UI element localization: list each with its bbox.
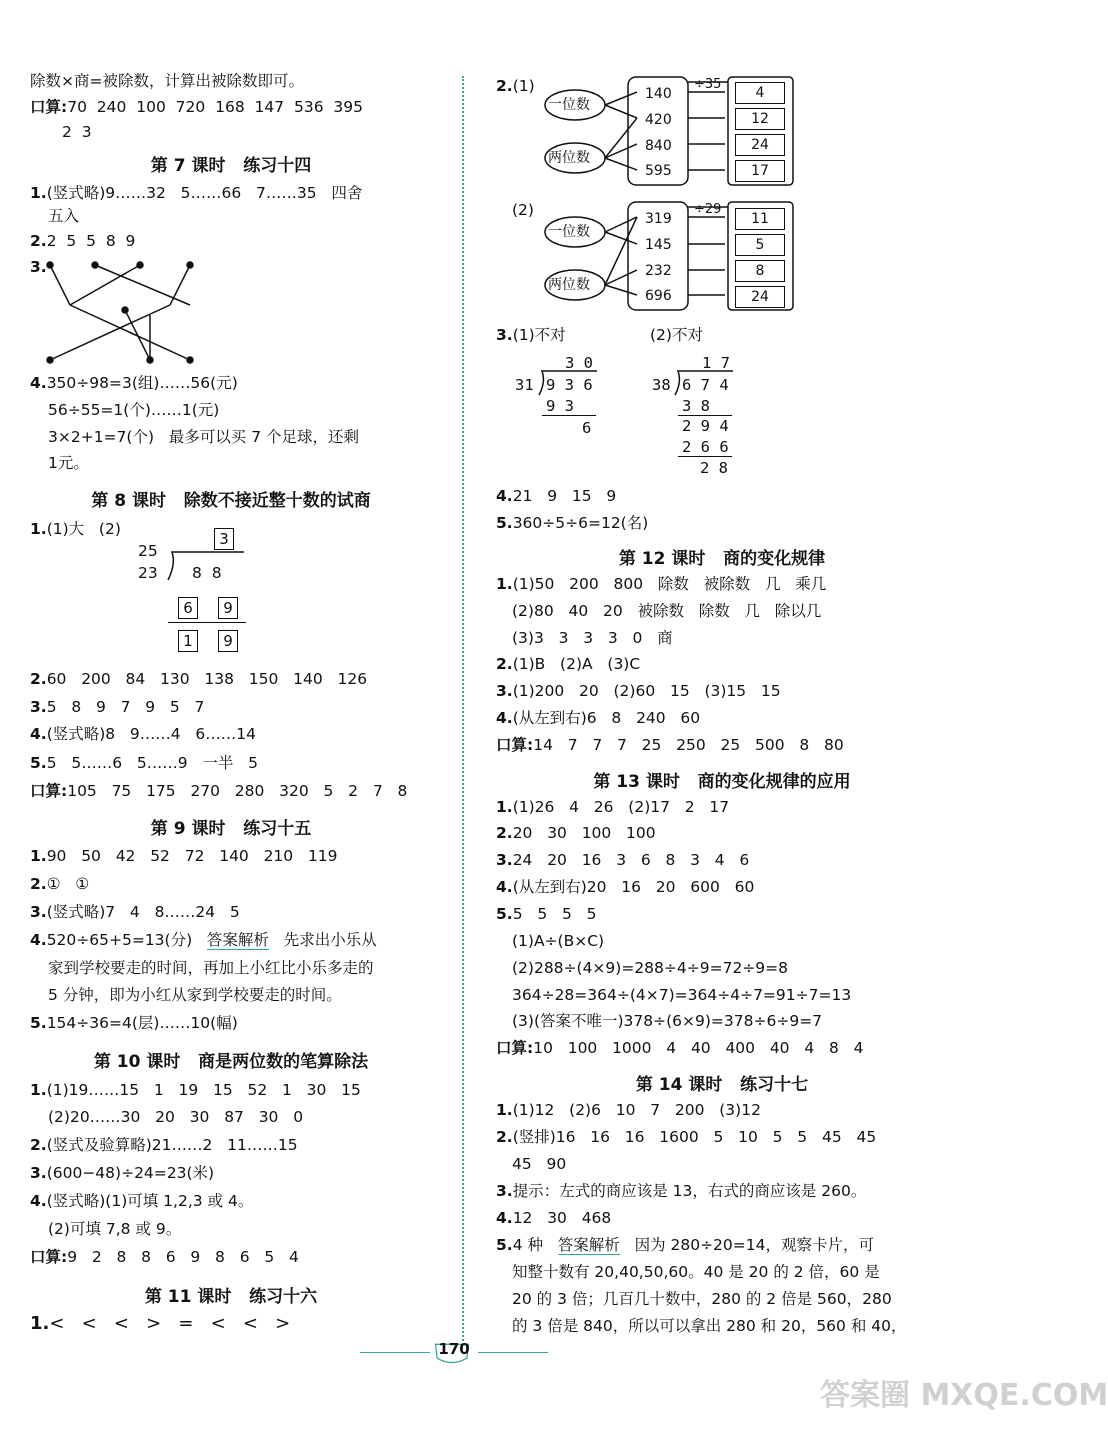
answer-line: 知整十数有 20,40,50,60。40 是 20 的 2 倍，60 是 — [512, 1263, 880, 1281]
answer-line: 20 的 3 倍；几百几十数中，280 的 2 倍是 560，280 — [512, 1290, 892, 1308]
kousuan-line — [30, 97, 363, 117]
divide-by-label: ÷35 — [694, 77, 722, 92]
answer-line: 4.21 9 15 9 — [496, 487, 617, 505]
left-value: 145 — [645, 237, 672, 253]
section-heading: 第 7 课时 练习十四 — [150, 156, 312, 176]
answer-line: 3. — [30, 258, 47, 276]
answer-line: 5.154÷36=4(层)……10(幅) — [30, 1014, 238, 1032]
section-heading: 第 14 课时 练习十七 — [635, 1075, 809, 1095]
answer-line: 2.(1) — [496, 77, 535, 95]
answer-line: 2.① ① — [30, 875, 90, 893]
answer-line: 5 分钟，即为小红从家到学校要走的时间。 — [48, 986, 342, 1004]
quotient-box: 3 — [214, 528, 234, 550]
answer-line: (2)288÷(4×9)=288÷4÷9=72÷9=8 — [512, 959, 789, 977]
result-box: 24 — [735, 134, 785, 156]
answer-line: 3×2+1=7(个) 最多可以买 7 个足球，还剩 — [48, 428, 359, 446]
digit-box: 9 — [218, 630, 238, 652]
answer-line: (2)20……30 20 30 87 30 0 — [48, 1108, 304, 1126]
answer-line: 364÷28=364÷(4×7)=364÷4÷7=91÷7=13 — [512, 986, 852, 1004]
section-heading: 第 8 课时 除数不接近整十数的试商 — [91, 491, 371, 511]
answer-line: 3.(竖式略)7 4 8……24 5 — [30, 903, 240, 921]
kousuan-line: 口算:10 100 1000 4 40 400 40 4 8 4 — [496, 1039, 864, 1057]
answer-line: 5.4 种 答案解析 因为 280÷20=14，观察卡片，可 — [496, 1236, 874, 1254]
kousuan-line: 口算:105 75 175 270 280 320 5 2 7 8 — [30, 782, 408, 800]
answer-line: 2.(竖排)16 16 16 1600 5 10 5 5 45 45 — [496, 1128, 877, 1146]
answer-line: 1.(1)12 (2)6 10 7 200 (3)12 — [496, 1101, 761, 1119]
answer-line: (1)A÷(B×C) — [512, 932, 605, 950]
answer-line: 56÷55=1(个)……1(元) — [48, 401, 220, 419]
left-value: 232 — [645, 263, 672, 279]
answer-line: 3.24 20 16 3 6 8 3 4 6 — [496, 851, 750, 869]
answer-line: 4.520÷65+5=13(分) 答案解析 先求出小乐从 — [30, 931, 377, 949]
answer-line: 5.5 5……6 5……9 一半 5 — [30, 754, 258, 772]
result-box: 5 — [735, 234, 785, 256]
answer-line: 3.5 8 9 7 9 5 7 — [30, 698, 205, 716]
left-value: 319 — [645, 211, 672, 227]
sub-label: (2) — [512, 201, 534, 219]
watermark: 答案圈 MXQE.COM — [820, 1378, 1108, 1413]
answer-line: 2.20 30 100 100 — [496, 824, 656, 842]
footer-rule-left — [360, 1352, 430, 1353]
answer-line: 2.60 200 84 130 138 150 140 126 — [30, 670, 368, 688]
one-digit-label: 一位数 — [548, 97, 590, 113]
answer-line: 4.(竖式略)8 9……4 6……14 — [30, 725, 257, 743]
section-heading: 第 9 课时 练习十五 — [150, 819, 312, 839]
answer-line: 1元。 — [48, 454, 89, 472]
answer-line: 3.(600−48)÷24=23(米) — [30, 1164, 215, 1182]
answer-line: 1.(竖式略)9……32 5……66 7……35 四舍 — [30, 184, 363, 202]
left-value: 140 — [645, 86, 672, 102]
result-box: 8 — [735, 260, 785, 282]
answer-line: 4.(从左到右)6 8 240 60 — [496, 709, 701, 727]
answer-line: 45 90 — [512, 1155, 567, 1173]
answer-line: (3)3 3 3 3 0 商 — [512, 629, 673, 647]
kousuan-values: 70 240 100 720 168 147 536 395 — [67, 98, 363, 116]
division-rule — [168, 622, 246, 623]
one-digit-label: 一位数 — [548, 224, 590, 240]
answer-line: (2)不对 — [650, 326, 703, 344]
kousuan-line: 口算:14 7 7 7 25 250 25 500 8 80 — [496, 736, 844, 754]
answer-line: 5.5 5 5 5 — [496, 905, 597, 923]
answer-line: 1.(1)19……15 1 19 15 52 1 30 15 — [30, 1081, 361, 1099]
matching-diagram — [40, 255, 210, 370]
answer-line: (3)(答案不唯一)378÷(6×9)=378÷6÷9=7 — [512, 1012, 823, 1030]
digit-box: 9 — [218, 597, 238, 619]
answer-line: 3.提示：左式的商应该是 13，右式的商应该是 260。 — [496, 1182, 867, 1200]
section-heading: 第 11 课时 练习十六 — [144, 1287, 318, 1307]
left-value: 595 — [645, 163, 672, 179]
division-rule — [678, 456, 732, 457]
answer-line: 3.(1)200 20 (2)60 15 (3)15 15 — [496, 682, 781, 700]
answer-line: 2.(竖式及验算略)21……2 11……15 — [30, 1136, 298, 1154]
answer-line: 1.(1)50 200 800 除数 被除数 几 乘几 — [496, 575, 827, 593]
result-box: 24 — [735, 286, 785, 308]
answer-line: 2.(1)B (2)A (3)C — [496, 655, 641, 673]
answer-line: 1.< < < > = < < > — [30, 1313, 291, 1334]
result-box: 4 — [735, 82, 785, 104]
left-value: 696 — [645, 288, 672, 304]
answer-line: 1.(1)大 (2) — [30, 520, 121, 538]
answer-analysis-tag: 答案解析 — [557, 1236, 620, 1254]
column-divider — [462, 76, 464, 1341]
answer-line: 1.90 50 42 52 72 140 210 119 — [30, 847, 338, 865]
answer-line: 4.12 30 468 — [496, 1209, 612, 1227]
answer-line: 4.(竖式略)(1)可填 1,2,3 或 4。 — [30, 1192, 254, 1210]
answer-line: 2.2 5 5 8 9 — [30, 232, 136, 250]
result-box: 11 — [735, 208, 785, 230]
answer-line: 的 3 倍是 840，所以可以拿出 280 和 20，560 和 40， — [512, 1317, 907, 1335]
section-heading: 第 10 课时 商是两位数的笔算除法 — [93, 1052, 369, 1072]
answer-line: (2)80 40 20 被除数 除数 几 除以几 — [512, 602, 822, 620]
division-rule — [542, 415, 596, 416]
answer-line: 3.(1)不对 — [496, 326, 566, 344]
footer-rule-right — [478, 1352, 548, 1353]
answer-analysis-tag: 答案解析 — [206, 931, 269, 949]
answer-line: 4.350÷98=3(组)……56(元) — [30, 374, 238, 392]
page-number: 170 — [438, 1340, 470, 1358]
answer-line: 1.(1)26 4 26 (2)17 2 17 — [496, 798, 730, 816]
two-digit-label: 两位数 — [548, 277, 590, 293]
kousuan-label: 口算: — [30, 98, 68, 116]
answer-line: 4.(从左到右)20 16 20 600 60 — [496, 878, 755, 896]
digit-box: 1 — [178, 630, 198, 652]
kousuan-line: 口算:9 2 8 8 6 9 8 6 5 4 — [30, 1248, 299, 1266]
text-line: 2 3 — [62, 123, 92, 141]
answer-line: 家到学校要走的时间，再加上小红比小乐多走的 — [48, 959, 374, 977]
answer-line: (2)可填 7,8 或 9。 — [48, 1220, 182, 1238]
left-value: 420 — [645, 112, 672, 128]
result-box: 17 — [735, 160, 785, 182]
left-value: 840 — [645, 138, 672, 154]
section-heading: 第 12 课时 商的变化规律 — [618, 549, 826, 569]
answer-line: 五入 — [48, 207, 80, 225]
section-heading: 第 13 课时 商的变化规律的应用 — [593, 772, 851, 792]
digit-box: 6 — [178, 597, 198, 619]
two-digit-label: 两位数 — [548, 150, 590, 166]
text-line: 除数×商=被除数，计算出被除数即可。 — [30, 72, 304, 90]
result-box: 12 — [735, 108, 785, 130]
divide-by-label: ÷29 — [694, 202, 722, 217]
answer-line: 5.360÷5÷6=12(名) — [496, 514, 649, 532]
